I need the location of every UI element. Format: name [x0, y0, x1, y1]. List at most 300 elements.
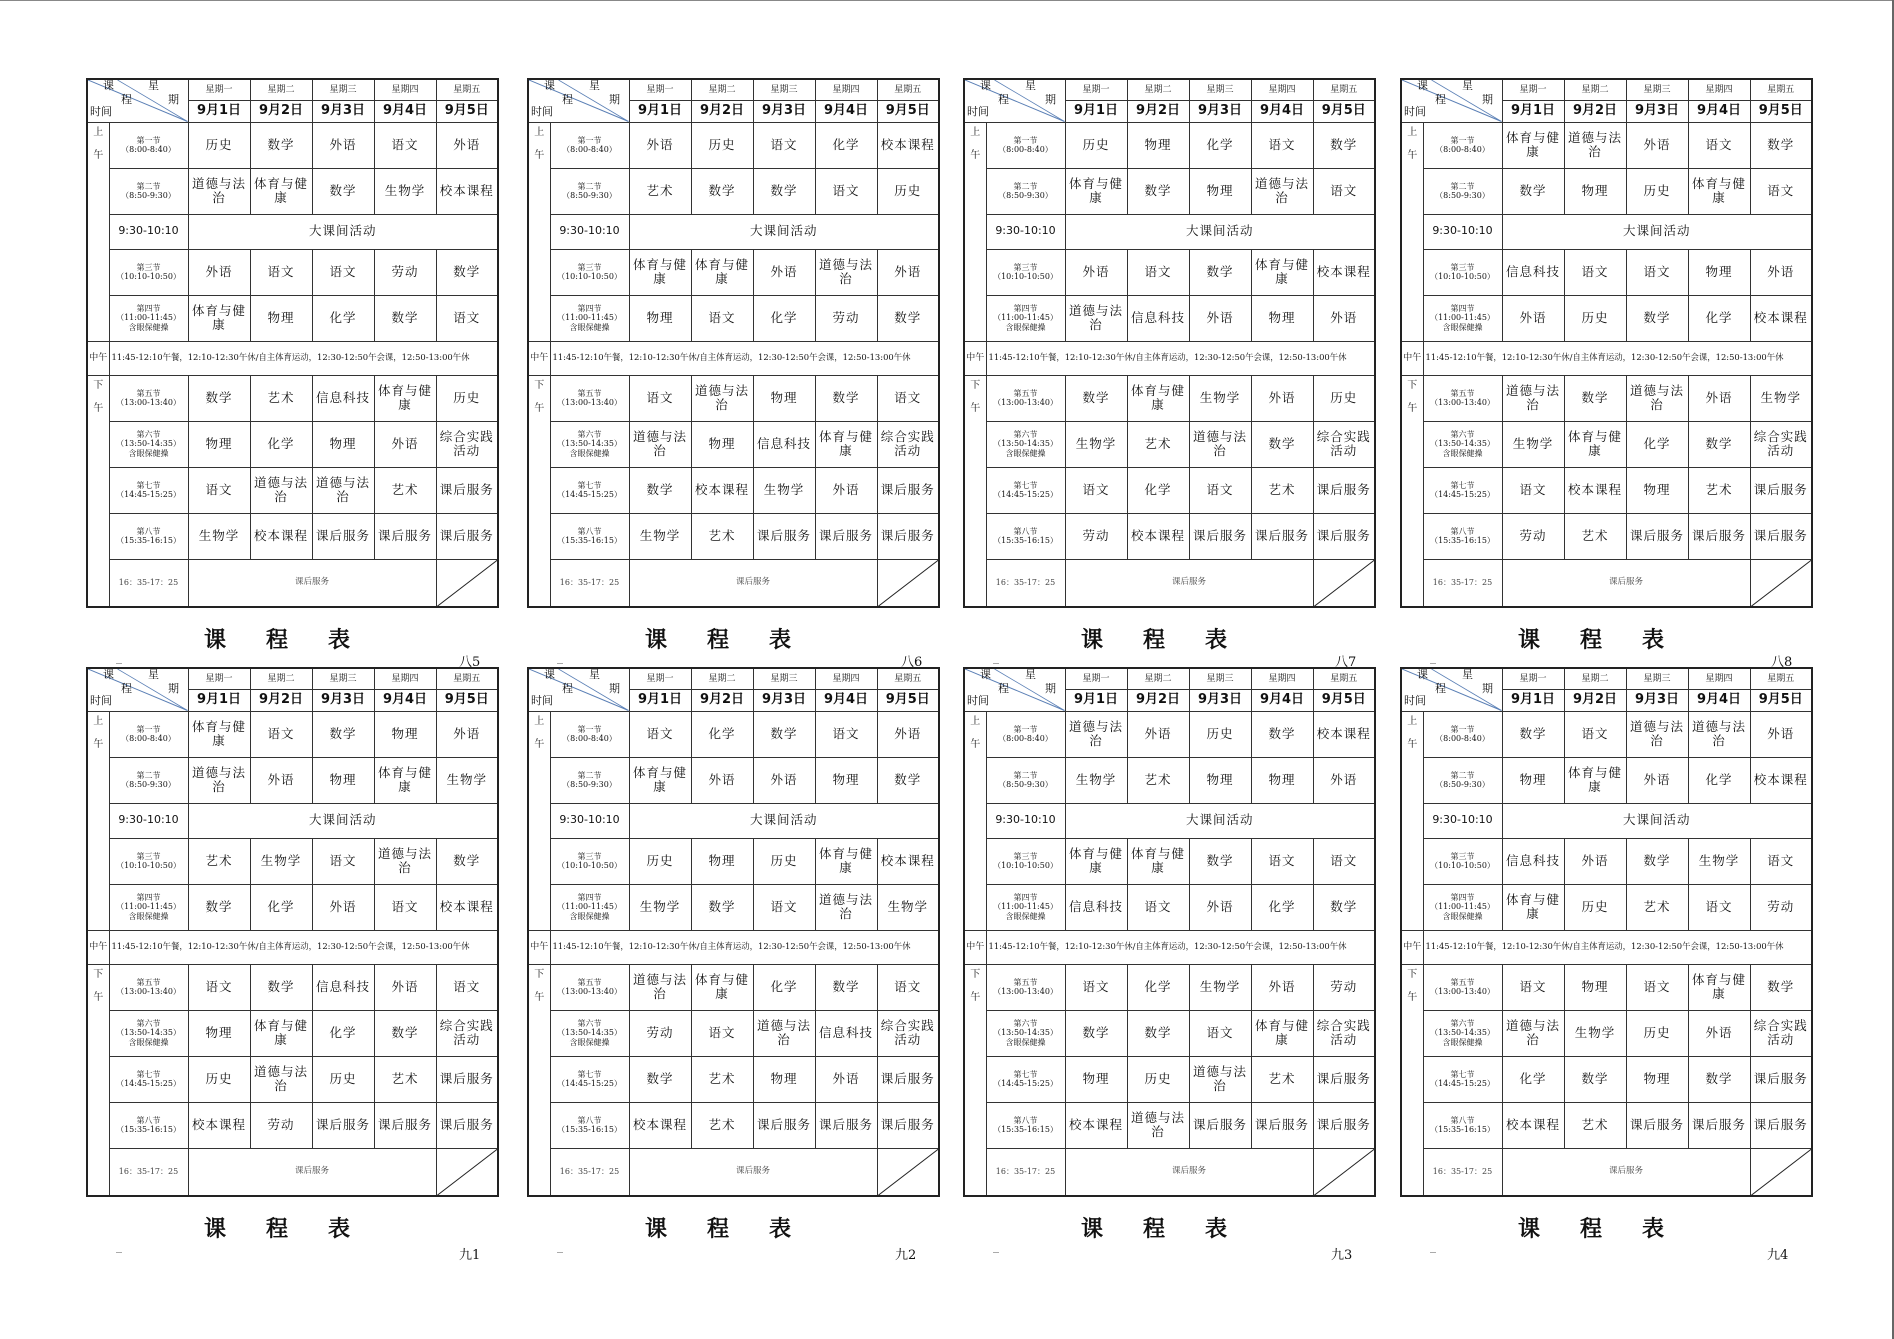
break-row [1401, 803, 1812, 838]
subject-cell: 外语 [1251, 964, 1313, 1010]
break-name: 大课间活动 [629, 803, 939, 838]
subject-cell: 外语 [312, 122, 374, 168]
subject-cell: 语文 [1750, 168, 1812, 214]
corner-label-time: 时间 [967, 105, 989, 118]
break-row [1401, 214, 1812, 249]
period-name: 第七节 [577, 480, 602, 490]
period-time: （10:10-10:50） [1430, 272, 1495, 281]
subject-cell: 数学 [629, 1056, 691, 1102]
period-time: （8:00-8:40） [998, 734, 1053, 743]
class-row [528, 1056, 939, 1102]
subject-cell: 语文 [1626, 964, 1688, 1010]
date-header: 9月1日 [188, 689, 250, 711]
noon-row [1401, 930, 1812, 964]
subject-cell: 语文 [1127, 249, 1189, 295]
subject-cell: 语文 [1502, 964, 1564, 1010]
subject-cell: 生物学 [1564, 1010, 1626, 1056]
break-name: 大课间活动 [1065, 803, 1375, 838]
class-row [528, 884, 939, 930]
subject-cell: 体育与健康 [815, 838, 877, 884]
footer-tick [557, 663, 563, 664]
half-char: 午 [534, 739, 545, 750]
subject-cell: 道德与法治 [250, 1056, 312, 1102]
subject-cell: 语文 [815, 711, 877, 757]
corner-label-time: 时间 [967, 694, 989, 707]
half-char: 上 [970, 715, 981, 727]
subject-cell: 体育与健康 [1127, 375, 1189, 421]
class-code: 九1 [459, 1248, 481, 1263]
subject-cell: 语文 [1750, 838, 1812, 884]
half-char: 上 [970, 126, 981, 138]
break-time: 9:30-10:10 [1423, 214, 1502, 249]
subject-cell: 艺术 [374, 1056, 436, 1102]
weekday-row [964, 668, 1375, 689]
half-char: 午 [93, 403, 104, 414]
period-cell [109, 964, 188, 1010]
subject-cell: 校本课程 [877, 122, 939, 168]
after-school-name: 课后服务 [188, 559, 436, 607]
corner-label-ke: 课 [1417, 79, 1428, 92]
timetable-title: 课程表 [1518, 1216, 1705, 1242]
subject-cell: 体育与健康 [691, 964, 753, 1010]
subject-cell: 课后服务 [1189, 513, 1251, 559]
subject-cell: 道德与法治 [691, 375, 753, 421]
period-name: 第四节 [1013, 304, 1038, 314]
period-time: （15:35-16:15） [993, 1125, 1058, 1134]
timetable [963, 78, 1374, 608]
subject-cell: 语文 [250, 249, 312, 295]
date-header: 9月3日 [1189, 689, 1251, 711]
half-char: 上 [1407, 126, 1418, 138]
class-row [528, 375, 939, 421]
subject-cell: 课后服务 [374, 513, 436, 559]
subject-cell: 语文 [312, 838, 374, 884]
period-name: 第四节 [577, 304, 602, 314]
period-cell [550, 249, 629, 295]
noon-schedule: 11:45-12:10午餐，12:10-12:30午休/自主体育运动，12:30-12:50午会课，12:50-13:00午休 [550, 930, 939, 964]
period-time: （11:00-11:45） [557, 313, 622, 323]
weekday-header: 星期五 [436, 668, 498, 689]
period-time: （14:45-15:25） [557, 1079, 622, 1088]
class-row [528, 711, 939, 757]
subject-cell: 校本课程 [436, 884, 498, 930]
period-cell [1423, 122, 1502, 168]
corner-label-xing: 星 [1025, 668, 1036, 681]
after-school-time: 16：35-17：25 [550, 559, 629, 607]
weekday-header: 星期一 [1502, 79, 1564, 100]
period-name: 第八节 [1013, 1115, 1038, 1125]
class-row [528, 467, 939, 513]
subject-cell: 外语 [436, 711, 498, 757]
subject-cell: 艺术 [188, 838, 250, 884]
subject-cell: 物理 [1688, 249, 1750, 295]
subject-cell: 生物学 [188, 513, 250, 559]
subject-cell: 综合实践活动 [436, 421, 498, 467]
date-header: 9月3日 [753, 689, 815, 711]
weekday-row [1401, 668, 1812, 689]
subject-cell: 化学 [250, 884, 312, 930]
weekday-header: 星期一 [629, 668, 691, 689]
break-time: 9:30-10:10 [550, 214, 629, 249]
break-name: 大课间活动 [188, 214, 498, 249]
subject-cell: 课后服务 [753, 513, 815, 559]
period-name: 第二节 [136, 770, 161, 780]
subject-cell: 外语 [374, 421, 436, 467]
period-time: （13:00-13:40） [993, 987, 1058, 996]
half-char: 下 [1407, 968, 1418, 980]
weekday-header: 星期二 [1564, 668, 1626, 689]
afternoon-label [528, 375, 550, 607]
period-name: 第五节 [577, 977, 602, 987]
period-cell [1423, 964, 1502, 1010]
subject-cell: 生物学 [877, 884, 939, 930]
subject-cell: 数学 [250, 122, 312, 168]
subject-cell: 外语 [629, 122, 691, 168]
period-cell [1423, 1102, 1502, 1148]
noon-label: 中午 [964, 930, 986, 964]
subject-cell: 语文 [188, 467, 250, 513]
subject-cell: 数学 [1750, 122, 1812, 168]
diagonal-cell [1750, 559, 1812, 607]
subject-cell: 数学 [374, 1010, 436, 1056]
period-time: （14:45-15:25） [116, 1079, 181, 1088]
subject-cell: 信息科技 [815, 1010, 877, 1056]
class-row [87, 168, 498, 214]
subject-cell: 语文 [877, 375, 939, 421]
subject-cell: 语文 [753, 884, 815, 930]
period-name: 第二节 [577, 770, 602, 780]
half-char: 下 [970, 379, 981, 391]
class-row [87, 884, 498, 930]
diagonal-cell [1750, 1148, 1812, 1196]
break-row [528, 803, 939, 838]
subject-cell: 劳动 [815, 295, 877, 341]
date-header: 9月2日 [1127, 100, 1189, 122]
after-school-row [87, 559, 498, 607]
weekday-header: 星期一 [1065, 668, 1127, 689]
subject-cell: 信息科技 [1127, 295, 1189, 341]
period-cell [109, 1102, 188, 1148]
period-time: （13:50-14:35） [993, 439, 1058, 449]
class-row [528, 122, 939, 168]
date-header: 9月1日 [1502, 689, 1564, 711]
subject-cell: 数学 [1750, 964, 1812, 1010]
period-time: （8:00-8:40） [998, 145, 1053, 154]
subject-cell: 物理 [188, 1010, 250, 1056]
date-header: 9月5日 [1750, 689, 1812, 711]
class-row [964, 122, 1375, 168]
period-cell [550, 964, 629, 1010]
period-name: 第四节 [1450, 893, 1475, 903]
subject-cell: 物理 [1626, 1056, 1688, 1102]
period-note: 含眼保健操 [1005, 448, 1046, 458]
after-school-name: 课后服务 [1065, 1148, 1313, 1196]
period-time: （8:00-8:40） [121, 734, 176, 743]
corner-label-cheng: 程 [1435, 93, 1446, 106]
period-time: （13:00-13:40） [116, 987, 181, 996]
subject-cell: 劳动 [374, 249, 436, 295]
subject-cell: 历史 [629, 838, 691, 884]
subject-cell: 校本课程 [1065, 1102, 1127, 1148]
period-cell [1423, 884, 1502, 930]
period-cell [109, 1056, 188, 1102]
period-name: 第一节 [577, 724, 602, 734]
subject-cell: 信息科技 [1502, 838, 1564, 884]
subject-cell: 语文 [1564, 711, 1626, 757]
subject-cell: 道德与法治 [815, 249, 877, 295]
subject-cell: 艺术 [1626, 884, 1688, 930]
date-header: 9月4日 [1688, 689, 1750, 711]
subject-cell: 数学 [312, 168, 374, 214]
period-time: （8:50-9:30） [998, 191, 1053, 200]
class-code: 八6 [901, 655, 923, 670]
timetable-grid [963, 78, 1376, 608]
subject-cell: 数学 [1313, 884, 1375, 930]
half-char: 午 [534, 992, 545, 1003]
subject-cell: 校本课程 [436, 168, 498, 214]
subject-cell: 外语 [815, 1056, 877, 1102]
subject-cell: 体育与健康 [629, 757, 691, 803]
half-char: 午 [93, 150, 104, 161]
noon-schedule: 11:45-12:10午餐，12:10-12:30午休/自主体育运动，12:30-12:50午会课，12:50-13:00午休 [550, 341, 939, 375]
subject-cell: 课后服务 [877, 513, 939, 559]
subject-cell: 课后服务 [1750, 513, 1812, 559]
subject-cell: 劳动 [250, 1102, 312, 1148]
subject-cell: 语文 [1313, 838, 1375, 884]
subject-cell: 校本课程 [1750, 295, 1812, 341]
class-row [528, 1010, 939, 1056]
subject-cell: 生物学 [1688, 838, 1750, 884]
period-cell [550, 513, 629, 559]
period-name: 第二节 [136, 181, 161, 191]
date-header: 9月4日 [815, 100, 877, 122]
after-school-time: 16：35-17：25 [109, 1148, 188, 1196]
subject-cell: 化学 [753, 295, 815, 341]
break-name: 大课间活动 [1502, 803, 1812, 838]
morning-label [528, 711, 550, 930]
weekday-row [528, 79, 939, 100]
corner-label-ke: 课 [544, 79, 555, 92]
subject-cell: 物理 [1189, 168, 1251, 214]
subject-cell: 艺术 [1251, 467, 1313, 513]
subject-cell: 语文 [1688, 122, 1750, 168]
period-cell [986, 122, 1065, 168]
period-time: （13:50-14:35） [557, 439, 622, 449]
subject-cell: 外语 [1189, 884, 1251, 930]
period-name: 第八节 [577, 526, 602, 536]
period-cell [1423, 249, 1502, 295]
noon-row [87, 930, 498, 964]
period-name: 第六节 [1450, 430, 1475, 440]
subject-cell: 化学 [691, 711, 753, 757]
period-time: （13:00-13:40） [993, 398, 1058, 407]
subject-cell: 综合实践活动 [1313, 1010, 1375, 1056]
date-header: 9月3日 [312, 100, 374, 122]
class-row [87, 711, 498, 757]
subject-cell: 体育与健康 [1564, 757, 1626, 803]
corner-label-xing: 星 [148, 668, 159, 681]
subject-cell: 体育与健康 [1688, 168, 1750, 214]
period-time: （15:35-16:15） [1430, 1125, 1495, 1134]
period-time: （10:10-10:50） [116, 861, 181, 870]
class-row [1401, 1056, 1812, 1102]
subject-cell: 生物学 [1065, 757, 1127, 803]
subject-cell: 数学 [753, 168, 815, 214]
date-header: 9月5日 [1313, 689, 1375, 711]
noon-label: 中午 [1401, 930, 1423, 964]
period-time: （10:10-10:50） [557, 861, 622, 870]
weekday-header: 星期二 [691, 79, 753, 100]
corner-label-cheng: 程 [562, 682, 573, 695]
period-time: （10:10-10:50） [993, 272, 1058, 281]
subject-cell: 外语 [1127, 711, 1189, 757]
period-name: 第六节 [1013, 1019, 1038, 1029]
subject-cell: 课后服务 [436, 1056, 498, 1102]
period-name: 第五节 [577, 388, 602, 398]
subject-cell: 生物学 [629, 513, 691, 559]
period-name: 第八节 [577, 1115, 602, 1125]
header-corner [1401, 668, 1502, 711]
diagonal-cell [436, 1148, 498, 1196]
period-name: 第七节 [1013, 1069, 1038, 1079]
period-cell [1423, 467, 1502, 513]
class-row [528, 249, 939, 295]
period-name: 第一节 [577, 135, 602, 145]
period-cell [550, 884, 629, 930]
corner-label-qi: 期 [168, 682, 179, 695]
subject-cell: 语文 [250, 711, 312, 757]
after-school-row [528, 559, 939, 607]
date-header: 9月5日 [877, 689, 939, 711]
subject-cell: 艺术 [374, 467, 436, 513]
subject-cell: 体育与健康 [250, 1010, 312, 1056]
corner-label-ke: 课 [544, 668, 555, 681]
subject-cell: 化学 [1688, 295, 1750, 341]
class-row [1401, 513, 1812, 559]
date-header: 9月1日 [188, 100, 250, 122]
header-corner [528, 79, 629, 122]
subject-cell: 生物学 [629, 884, 691, 930]
class-code: 九3 [1331, 1248, 1353, 1263]
subject-cell: 历史 [691, 122, 753, 168]
subject-cell: 历史 [188, 122, 250, 168]
break-time: 9:30-10:10 [550, 803, 629, 838]
afternoon-label [87, 375, 109, 607]
corner-label-ke: 课 [103, 79, 114, 92]
period-time: （15:35-16:15） [557, 536, 622, 545]
period-time: （11:00-11:45） [116, 313, 181, 323]
subject-cell: 体育与健康 [1251, 249, 1313, 295]
timetable-grid [527, 78, 940, 608]
class-row [528, 421, 939, 467]
subject-cell: 生物学 [374, 168, 436, 214]
noon-schedule: 11:45-12:10午餐，12:10-12:30午休/自主体育运动，12:30-12:50午会课，12:50-13:00午休 [1423, 341, 1812, 375]
date-header: 9月3日 [1189, 100, 1251, 122]
class-code: 九4 [1767, 1248, 1789, 1263]
subject-cell: 数学 [1251, 711, 1313, 757]
period-cell [550, 168, 629, 214]
corner-label-qi: 期 [168, 93, 179, 106]
period-name: 第二节 [1450, 181, 1475, 191]
break-row [528, 214, 939, 249]
weekday-header: 星期三 [1189, 79, 1251, 100]
half-char: 下 [534, 379, 545, 391]
subject-cell: 课后服务 [1688, 513, 1750, 559]
date-header: 9月1日 [1065, 689, 1127, 711]
break-row [87, 803, 498, 838]
subject-cell: 数学 [877, 757, 939, 803]
weekday-header: 星期五 [877, 668, 939, 689]
corner-label-xing: 星 [589, 668, 600, 681]
half-char: 下 [93, 379, 104, 391]
period-name: 第四节 [1013, 893, 1038, 903]
subject-cell: 生物学 [1750, 375, 1812, 421]
subject-cell: 数学 [691, 168, 753, 214]
subject-cell: 体育与健康 [1688, 964, 1750, 1010]
subject-cell: 综合实践活动 [1750, 1010, 1812, 1056]
period-time: （8:00-8:40） [121, 145, 176, 154]
noon-label: 中午 [964, 341, 986, 375]
period-cell [109, 421, 188, 467]
period-cell [1423, 838, 1502, 884]
date-header: 9月5日 [436, 100, 498, 122]
class-row [87, 1010, 498, 1056]
weekday-header: 星期五 [1750, 79, 1812, 100]
period-name: 第三节 [1013, 851, 1038, 861]
period-note: 含眼保健操 [569, 322, 610, 332]
class-row [528, 295, 939, 341]
subject-cell: 语文 [1065, 964, 1127, 1010]
period-time: （11:00-11:45） [1430, 902, 1495, 912]
subject-cell: 课后服务 [877, 1056, 939, 1102]
class-row [87, 421, 498, 467]
period-time: （10:10-10:50） [557, 272, 622, 281]
subject-cell: 物理 [1626, 467, 1688, 513]
subject-cell: 数学 [374, 295, 436, 341]
subject-cell: 外语 [188, 249, 250, 295]
subject-cell: 外语 [436, 122, 498, 168]
subject-cell: 体育与健康 [691, 249, 753, 295]
break-time: 9:30-10:10 [986, 214, 1065, 249]
period-note: 含眼保健操 [1442, 911, 1483, 921]
subject-cell: 化学 [1189, 122, 1251, 168]
subject-cell: 数学 [1688, 421, 1750, 467]
subject-cell: 课后服务 [436, 1102, 498, 1148]
footer-tick [557, 1252, 563, 1253]
period-time: （13:00-13:40） [557, 987, 622, 996]
period-name: 第二节 [1013, 181, 1038, 191]
subject-cell: 历史 [753, 838, 815, 884]
subject-cell: 生物学 [1065, 421, 1127, 467]
header-corner [964, 668, 1065, 711]
timetable-title: 课程表 [645, 627, 832, 653]
class-row [1401, 757, 1812, 803]
subject-cell: 课后服务 [312, 513, 374, 559]
subject-cell: 数学 [1626, 838, 1688, 884]
period-cell [986, 1056, 1065, 1102]
corner-label-ke: 课 [980, 79, 991, 92]
period-name: 第七节 [577, 1069, 602, 1079]
period-note: 含眼保健操 [128, 448, 169, 458]
period-time: （8:00-8:40） [562, 145, 617, 154]
subject-cell: 道德与法治 [312, 467, 374, 513]
weekday-header: 星期五 [1750, 668, 1812, 689]
noon-row [1401, 341, 1812, 375]
class-row [964, 884, 1375, 930]
weekday-header: 星期三 [1626, 79, 1688, 100]
subject-cell: 课后服务 [753, 1102, 815, 1148]
period-cell [550, 1010, 629, 1056]
